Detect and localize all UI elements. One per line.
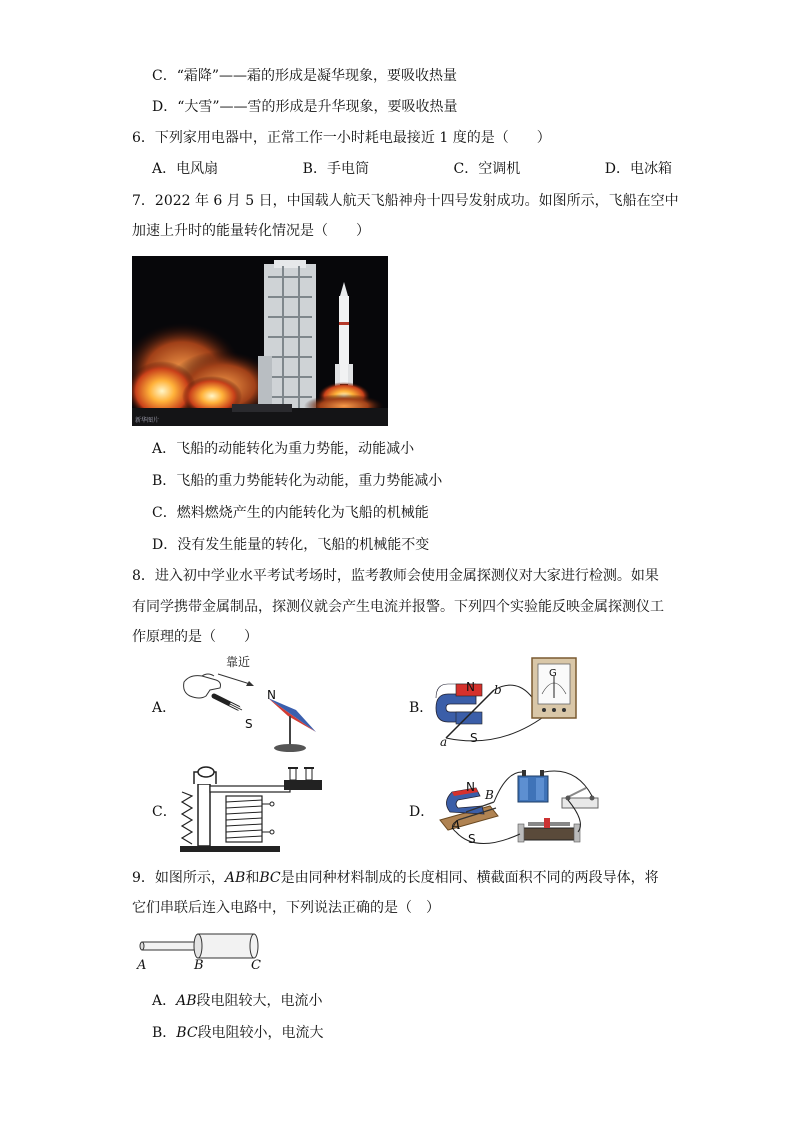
q8-figb-s: S: [470, 731, 478, 745]
q9-fig-label-c: C: [251, 958, 261, 973]
q5-option-c: C．“霜降”——霜的形成是凝华现象，要吸收热量: [152, 68, 458, 84]
q6-options: [152, 159, 672, 179]
q9-stem-line2: 它们串联后连入电路中，下列说法正确的是（ ）: [132, 900, 440, 916]
q6-stem: 6．下列家用电器中，正常工作一小时耗电最接近 1 度的是（ ）: [132, 130, 551, 146]
q9-stem-line1: [132, 868, 659, 888]
q9-stem-post: 是由同种材料制成的长度相同、横截面积不同的两段导体，将: [280, 870, 659, 886]
q8-figure-d: [436, 762, 604, 856]
q8-figure-c: [176, 762, 324, 854]
q9-var-ab: AB: [224, 870, 246, 886]
q8-figure-a: [176, 652, 326, 756]
q8-figa-arrow-text: 靠近: [226, 655, 251, 669]
q9-and: 和: [245, 870, 260, 886]
q7-stem-line1: 7．2022 年 6 月 5 日，中国载人航天飞船神舟十四号发射成功。如图所示，飞船在空中: [132, 193, 679, 209]
q8-figb-n: N: [466, 680, 475, 694]
q9-var-bc: BC: [259, 870, 281, 886]
q8-figa-n: N: [267, 688, 276, 702]
q9-option-b-text: 段电阻较小，电流大: [197, 1025, 324, 1041]
q8-figb-a: a: [440, 735, 448, 749]
q8-stem-line1: 8．进入初中学业水平考试考场时，监考教师会使用金属探测仪对大家进行检测。如果: [132, 568, 659, 584]
q8-figb-b: b: [494, 683, 502, 697]
q7-option-b: B．飞船的重力势能转化为动能，重力势能减小: [152, 473, 443, 489]
q9-stem-pre: 9．如图所示，: [132, 870, 225, 886]
q5-option-d: D．“大雪”——雪的形成是升华现象，要吸收热量: [152, 99, 458, 115]
q8-label-a: A．: [152, 700, 177, 716]
q9-fig-label-a: A: [137, 958, 147, 973]
q9-option-a-letter: A．: [152, 993, 177, 1009]
rocket-launch-illustration: [132, 256, 388, 426]
q9-option-a: [152, 991, 323, 1011]
q6-option-d: D．电冰箱: [604, 161, 672, 177]
q7-option-a: A．飞船的动能转化为重力势能，动能减小: [152, 441, 415, 457]
q8-figa-s: S: [245, 717, 253, 731]
q7-stem-line2: 加速上升时的能量转化情况是（ ）: [132, 223, 370, 239]
q9-option-b: [152, 1023, 324, 1043]
q8-figb-meter-label: G: [549, 668, 557, 679]
q7-option-d: D．没有发生能量的转化，飞船的机械能不变: [152, 537, 430, 553]
q8-figure-b: [432, 654, 582, 750]
photo-watermark: 新华图片: [135, 417, 160, 424]
q6-option-a: A．电风扇: [152, 161, 219, 177]
q7-option-c: C．燃料燃烧产生的内能转化为飞船的机械能: [152, 505, 429, 521]
q9-option-a-var: AB: [176, 993, 197, 1009]
q8-figd-s: S: [468, 832, 476, 846]
q9-option-b-letter: B．: [152, 1025, 177, 1041]
q6-option-b: B．手电筒: [302, 161, 369, 177]
q8-figd-b: B: [485, 788, 494, 802]
q8-figd-n: N: [466, 780, 475, 794]
q8-label-b: B．: [409, 700, 434, 716]
q8-label-c: C．: [152, 804, 177, 820]
q8-figd-a: A: [452, 818, 461, 832]
q9-fig-label-b: B: [194, 958, 204, 973]
rocket-launch-photo: [132, 256, 388, 426]
q8-label-d: D．: [409, 804, 435, 820]
q8-stem-line3: 作原理的是（ ）: [132, 629, 258, 645]
q9-option-b-var: BC: [176, 1025, 198, 1041]
q8-stem-line2: 有同学携带金属制品，探测仪就会产生电流并报警。下列四个实验能反映金属探测仪工: [132, 599, 664, 615]
q6-option-c: C．空调机: [453, 161, 521, 177]
q9-option-a-text: 段电阻较大，电流小: [196, 993, 323, 1009]
